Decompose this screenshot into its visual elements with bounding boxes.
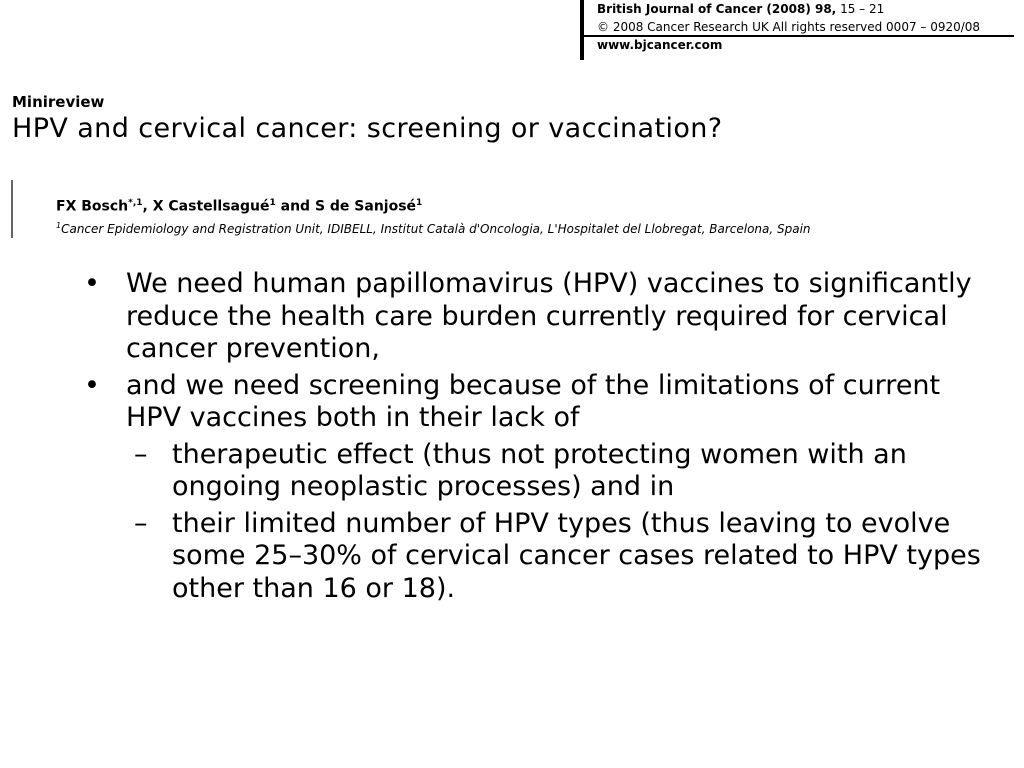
header-vertical-rule: [580, 0, 584, 60]
journal-header: [597, 0, 1017, 54]
bullet-text: and we need screening because of the limitations of current HPV vaccines both in their lack of: [126, 369, 941, 433]
bullet-marker: •: [84, 369, 100, 401]
journal-copyright: © 2008 Cancer Research UK All rights reserved 0007 – 0920/08: [597, 20, 981, 34]
bullet-item: [84, 370, 984, 435]
sub-bullet-text: their limited number of HPV types (thus leaving to evolve some 25–30% of cervical cancer cases related to HPV types other than 16 or 18).: [172, 507, 981, 604]
affiliation-mark: 1: [56, 221, 62, 230]
sub-bullet-item: [84, 439, 984, 504]
affiliation: [56, 221, 811, 236]
author-name: S de Sanjosé: [314, 198, 417, 215]
author-separator: and: [275, 198, 315, 215]
journal-name: British Journal of Cancer (2008) 98,: [597, 2, 837, 16]
article-title: HPV and cervical cancer: screening or vaccination?: [12, 113, 723, 144]
affiliation-text: Cancer Epidemiology and Registration Unit, IDIBELL, Institut Català d'Oncologia, L'Hospitalet del Llobregat, Barcelona, Spain: [61, 222, 811, 236]
author-block-rule: [11, 180, 13, 238]
author-separator: ,: [142, 198, 153, 215]
bullet-list: [84, 268, 984, 609]
sub-bullet-marker: –: [134, 438, 148, 470]
bullet-text: We need human papillomavirus (HPV) vaccines to significantly reduce the health care burden currently required for cervical cancer prevention,: [126, 268, 972, 364]
journal-website-link[interactable]: www.bjcancer.com: [597, 38, 723, 52]
author-name: X Castellsagué: [152, 198, 270, 215]
journal-pages: 15 – 21: [840, 2, 885, 16]
section-label: Minireview: [12, 93, 105, 111]
author-affiliation-mark: 1: [416, 198, 423, 208]
author-affiliation-mark: *,1: [128, 198, 143, 208]
author-affiliation-mark: 1: [269, 198, 276, 208]
sub-bullet-marker: –: [134, 507, 148, 539]
sub-bullet-text: therapeutic effect (thus not protecting women with an ongoing neoplastic processes) and in: [172, 438, 907, 502]
author-name: FX Bosch: [56, 198, 129, 215]
sub-bullet-item: [84, 508, 984, 606]
journal-citation: [597, 0, 1017, 18]
bullet-item: [84, 268, 984, 366]
author-list: [56, 198, 422, 215]
bullet-marker: •: [84, 268, 100, 299]
